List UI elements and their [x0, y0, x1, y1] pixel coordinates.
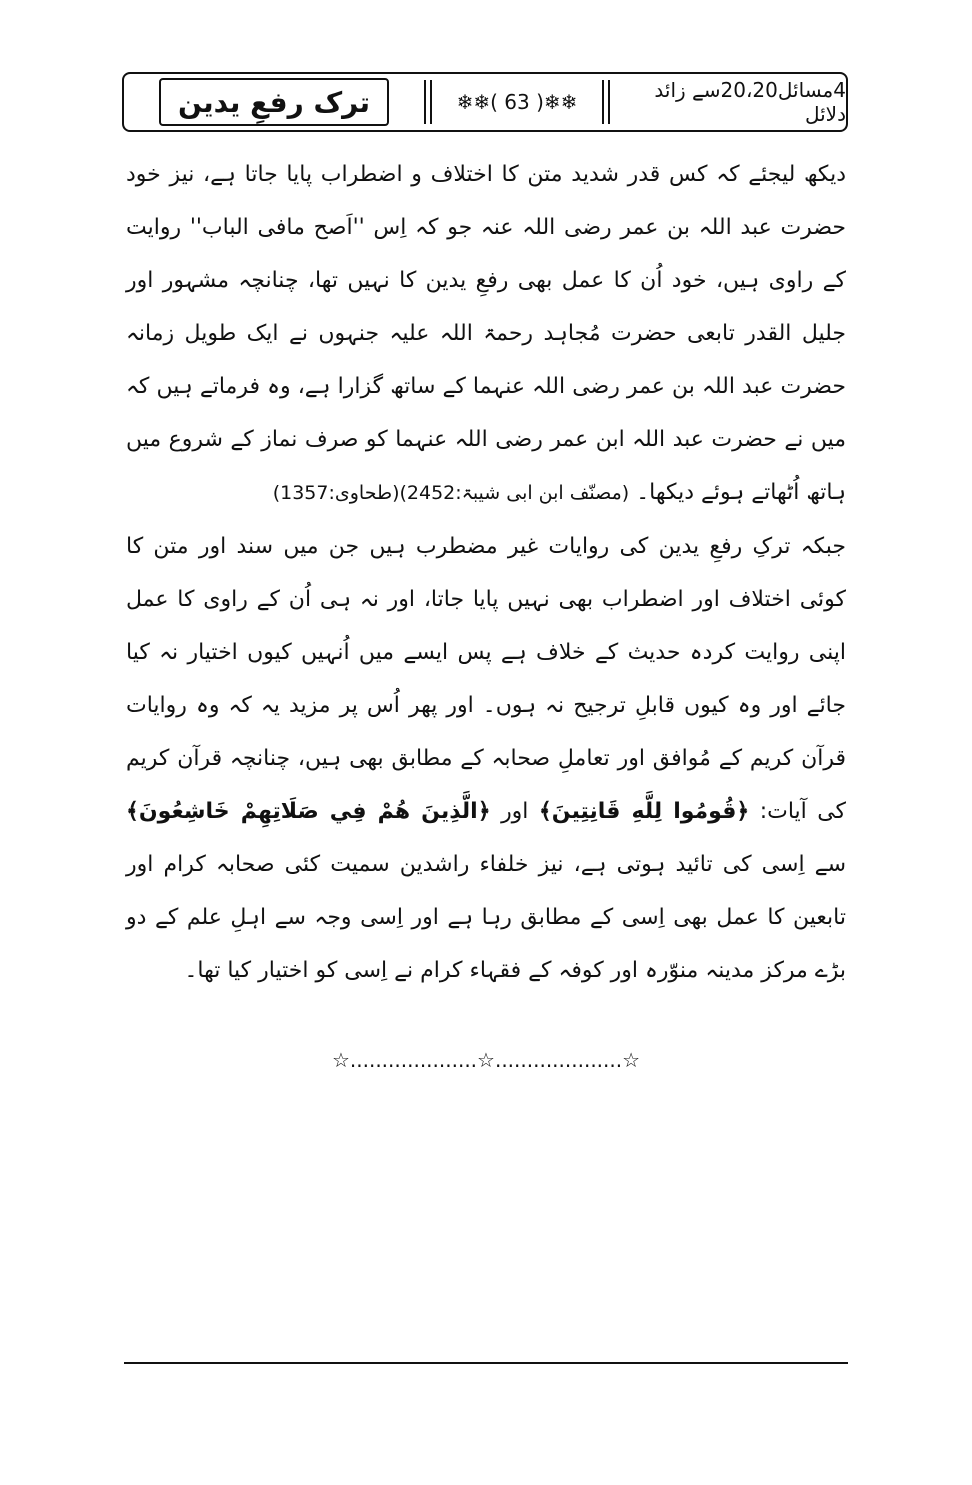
page-body — [126, 148, 846, 997]
volume-label: 4مسائل20،20سے زائد دلائل — [654, 78, 846, 126]
footer-rule — [124, 1362, 848, 1364]
paragraph-2-text-a: جبکہ ترکِ رفعِ یدین کی روایات غیر مضطرب ہیں جن میں سند اور متن کا کوئی اختلاف اور اضطراب بھی نہیں پایا جاتا، اور نہ ہی اُن کے راوی کا عمل اپنی روایت کردہ حدیث کے خلاف ہے پس ایسے میں اُنہیں کیوں اختیار نہ کیا جائے اور وہ کیوں قابلِ ترجیح نہ ہوں۔ اور پھر اُس پر مزید یہ کہ وہ روایات قرآن کریم کے مُوافق اور تعاملِ صحابہ کے مطابق بھی ہیں، چنانچہ قرآن کریم کی آیات: — [126, 534, 846, 824]
page-header — [122, 72, 848, 132]
header-separator — [602, 80, 610, 124]
paragraph-1-text: دیکھ لیجئے کہ کس قدر شدید متن کا اختلاف و اضطراب پایا جاتا ہے، نیز خود حضرت عبد اللہ بن عمر رضی اللہ عنہ جو کہ اِس ''اَصح مافی الباب'' روایت کے راوی ہیں، خود اُن کا عمل بھی رفعِ یدین کا نہیں تھا، چنانچہ مشہور اور جلیل القدر تابعی حضرت مُجاہد رحمۃ اللہ علیہ جنہوں نے ایک طویل زمانہ حضرت عبد اللہ بن عمر رضی اللہ عنہما کے ساتھ گزارا ہے، وہ فرماتے ہیں کہ میں نے حضرت عبد اللہ ابن عمر رضی اللہ عنہما کو صرف نماز کے شروع میں ہاتھ اُٹھاتے ہوئے دیکھا۔ — [126, 162, 847, 505]
quran-verse-2: ﴿الَّذِينَ هُمْ فِي صَلَاتِهِمْ خَاشِعُونَ﴾ — [126, 799, 491, 824]
paragraph-2-text-b: سے اِسی کی تائید ہوتی ہے، نیز خلفاء راشدین سمیت کئی صحابہ کرام اور تابعین کا عمل بھی اِسی کے مطابق رہا ہے اور اِسی وجہ سے اہلِ علم کے دو بڑے مرکز مدینہ منوّرہ اور کوفہ کے فقہاء کرام نے اِسی کو اختیار کیا تھا۔ — [126, 852, 846, 983]
paragraph-1 — [126, 148, 846, 520]
header-separator — [424, 80, 432, 124]
book-title: ترک رفعِ یدین — [159, 78, 389, 126]
citation: (مصنّف ابن ابی شیبۃ:2452)(طحاوی:1357) — [272, 482, 630, 504]
title-cell — [124, 74, 424, 130]
paragraph-2 — [126, 520, 846, 997]
quran-verse-1: ﴿قُومُوا لِلَّهِ قَانِتِينَ﴾ — [538, 799, 750, 824]
page-number: ❄❄( 63 )❄❄ — [456, 90, 578, 114]
section-divider: ☆....................☆....................☆ — [331, 1048, 641, 1072]
conjunction: اور — [501, 799, 529, 824]
